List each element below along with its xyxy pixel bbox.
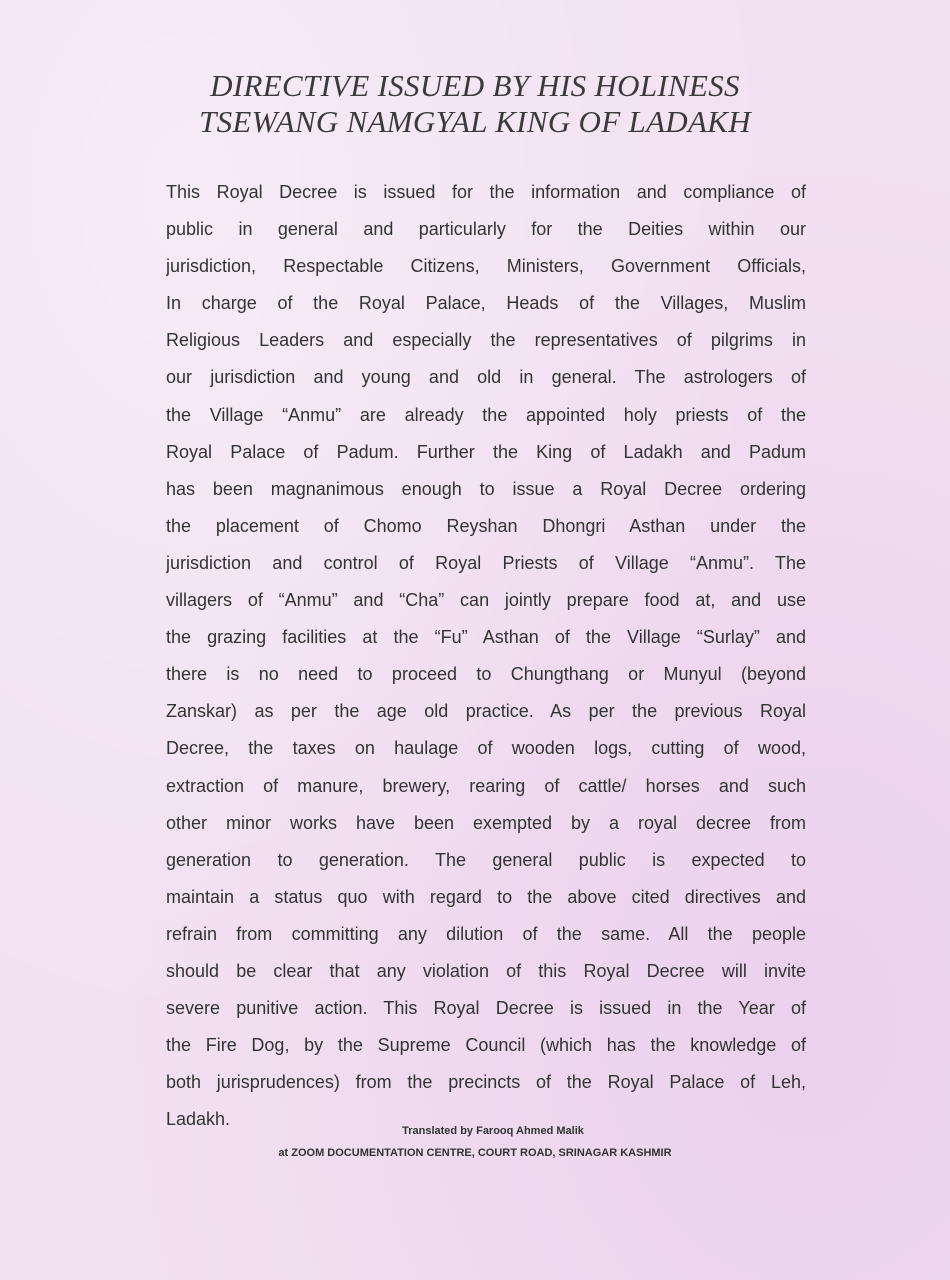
body-line: public in general and particularly for the Deities within our <box>166 219 806 240</box>
translator-credit: Translated by Farooq Ahmed Malik <box>402 1125 584 1137</box>
body-line: villagers of “Anmu” and “Cha” can jointly prepare food at, and use <box>166 590 806 611</box>
body-line: the grazing facilities at the “Fu” Asthan of the Village “Surlay” and <box>166 627 806 648</box>
body-line: the Village “Anmu” are already the appointed holy priests of the <box>166 404 806 425</box>
title-line-1: DIRECTIVE ISSUED BY HIS HOLINESS <box>210 68 740 103</box>
body-line: refrain from committing any dilution of the same. All the people <box>166 923 806 944</box>
body-line: should be clear that any violation of this Royal Decree will invite <box>166 960 806 981</box>
body-line: extraction of manure, brewery, rearing of cattle/ horses and such <box>166 775 806 796</box>
body-line: In charge of the Royal Palace, Heads of the Villages, Muslim <box>166 293 806 314</box>
body-line: the placement of Chomo Reyshan Dhongri Asthan under the <box>166 515 806 536</box>
body-line: severe punitive action. This Royal Decree is issued in the Year of <box>166 998 806 1019</box>
body-line: Royal Palace of Padum. Further the King of Ladakh and Padum <box>166 441 806 462</box>
translation-centre-credit: at ZOOM DOCUMENTATION CENTRE, COURT ROAD, SRINAGAR KASHMIR <box>278 1147 672 1159</box>
body-line: maintain a status quo with regard to the above cited directives and <box>166 886 806 907</box>
body-line: Religious Leaders and especially the representatives of pilgrims in <box>166 330 806 351</box>
body-line: has been magnanimous enough to issue a Royal Decree ordering <box>166 478 806 499</box>
decree-body-text <box>166 174 806 1138</box>
body-line: jurisdiction, Respectable Citizens, Ministers, Government Officials, <box>166 256 806 277</box>
title-line-2: TSEWANG NAMGYAL KING OF LADAKH <box>199 104 751 139</box>
body-line: other minor works have been exempted by a royal decree from <box>166 812 806 833</box>
body-line: Ladakh. <box>166 1109 231 1130</box>
document-title <box>0 68 950 140</box>
body-line: our jurisdiction and young and old in general. The astrologers of <box>166 367 806 388</box>
body-line: Zanskar) as per the age old practice. As per the previous Royal <box>166 701 806 722</box>
body-line: This Royal Decree is issued for the information and compliance of <box>166 182 806 202</box>
body-line: there is no need to proceed to Chungthang or Munyul (beyond <box>166 664 806 685</box>
body-line: jurisdiction and control of Royal Priests of Village “Anmu”. The <box>166 552 806 573</box>
body-line: generation to generation. The general public is expected to <box>166 849 806 870</box>
body-line: the Fire Dog, by the Supreme Council (which has the knowledge of <box>166 1035 806 1056</box>
body-line: Decree, the taxes on haulage of wooden logs, cutting of wood, <box>166 738 806 759</box>
body-line: both jurisprudences) from the precincts of the Royal Palace of Leh, <box>166 1072 806 1093</box>
